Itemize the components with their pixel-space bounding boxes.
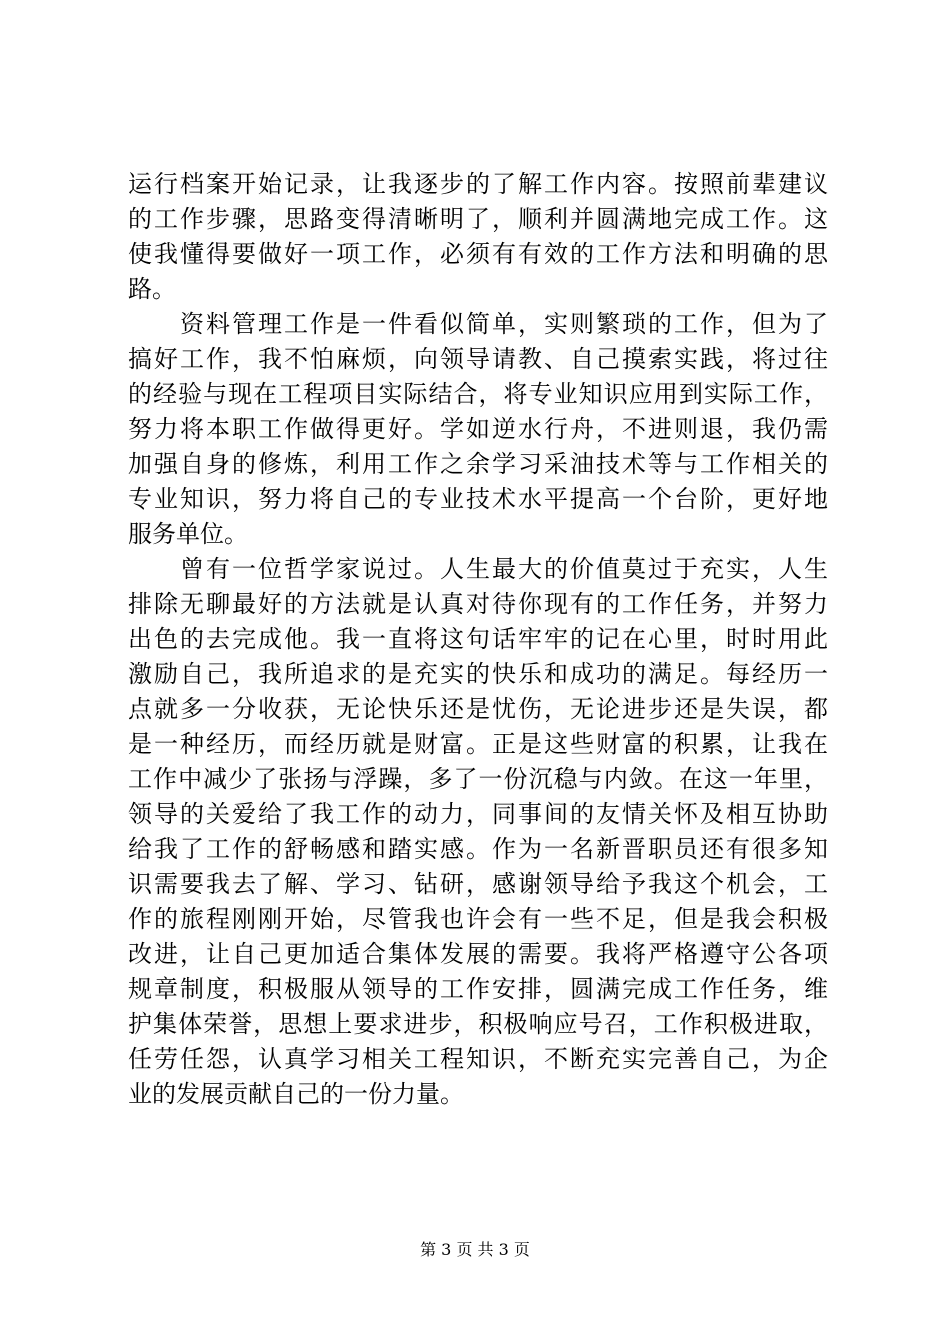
page-number-footer: 第 3 页 共 3 页 [420,1240,530,1259]
text-line: 领导的关爱给了我工作的动力，同事间的友情关怀及相互协助 [128,800,828,828]
text-line: 资料管理工作是一件看似简单，实则繁琐的工作，但为了 [128,310,828,338]
document-body [128,167,828,1112]
text-line: 路。 [128,275,176,303]
text-line: 搞好工作，我不怕麻烦，向领导请教、自己摸索实践，将过往 [128,345,828,373]
text-line: 激励自己，我所追求的是充实的快乐和成功的满足。每经历一 [128,660,828,688]
text-line: 任劳任怨，认真学习相关工程知识，不断充实完善自己，为企 [128,1045,828,1073]
text-line: 是一种经历，而经历就是财富。正是这些财富的积累，让我在 [128,730,828,758]
paragraph-1 [128,167,828,307]
text-line: 点就多一分收获，无论快乐还是忧伤，无论进步还是失误，都 [128,695,828,723]
text-line: 加强自身的修炼，利用工作之余学习采油技术等与工作相关的 [128,450,828,478]
text-line: 运行档案开始记录，让我逐步的了解工作内容。按照前辈建议 [128,170,828,198]
text-line: 给我了工作的舒畅感和踏实感。作为一名新晋职员还有很多知 [128,835,828,863]
text-line: 改进，让自己更加适合集体发展的需要。我将严格遵守公各项 [128,940,828,968]
text-line: 作的旅程刚刚开始，尽管我也许会有一些不足，但是我会积极 [128,905,828,933]
text-line: 专业知识，努力将自己的专业技术水平提高一个台阶，更好地 [128,485,828,513]
text-line: 业的发展贡献自己的一份力量。 [128,1080,464,1108]
paragraph-3 [128,552,828,1112]
text-line: 曾有一位哲学家说过。人生最大的价值莫过于充实，人生 [128,555,828,583]
text-line: 规章制度，积极服从领导的工作安排，圆满完成工作任务，维 [128,975,828,1003]
text-line: 的工作步骤，思路变得清晰明了，顺利并圆满地完成工作。这 [128,205,828,233]
text-line: 使我懂得要做好一项工作，必须有有效的工作方法和明确的思 [128,240,828,268]
text-line: 工作中减少了张扬与浮躁，多了一份沉稳与内敛。在这一年里， [128,765,828,793]
text-line: 服务单位。 [128,520,248,548]
text-line: 识需要我去了解、学习、钻研，感谢领导给予我这个机会，工 [128,870,828,898]
text-line: 排除无聊最好的方法就是认真对待你现有的工作任务，并努力 [128,590,828,618]
text-line: 的经验与现在工程项目实际结合，将专业知识应用到实际工作， [128,380,828,408]
text-line: 努力将本职工作做得更好。学如逆水行舟，不进则退，我仍需 [128,415,828,443]
text-line: 出色的去完成他。我一直将这句话牢牢的记在心里，时时用此 [128,625,828,653]
paragraph-2 [128,307,828,552]
text-line: 护集体荣誉，思想上要求进步，积极响应号召，工作积极进取， [128,1010,828,1038]
